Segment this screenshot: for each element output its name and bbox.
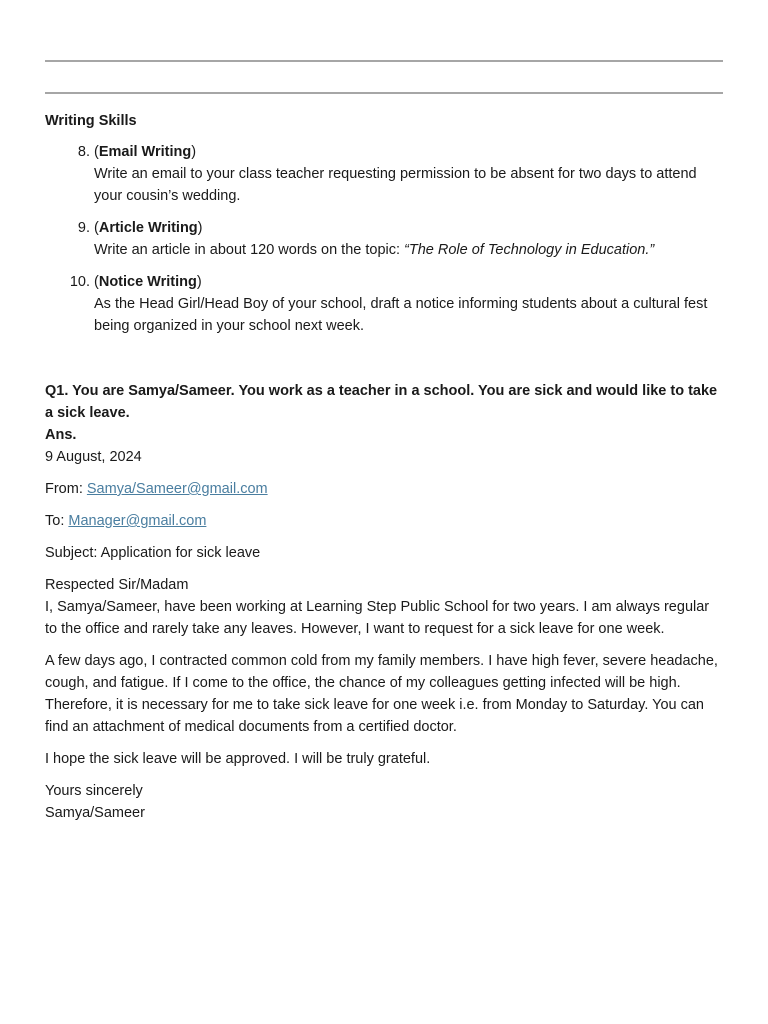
- question-type: Article Writing: [98, 220, 198, 236]
- from-label: From:: [45, 481, 87, 497]
- question-number: 8.: [77, 144, 90, 160]
- letter-body-paragraph-2: A few days ago, I contracted common cold from my family members. I have high fever, severe headache, cough, and fatigue. If I come to the office, the chance of my colleagues getting infected will be high. Therefore, it is necessary for me to take sick leave for one week i.e. from Monday to Saturday. You can find an attachment of medical documents from a certified doctor.: [45, 653, 718, 735]
- question-prompt: Write an article in about 120 words on the topic:: [94, 242, 405, 258]
- article-topic: “The Role of Technology in Education.”: [404, 242, 655, 258]
- answer-label: Ans.: [45, 427, 77, 443]
- subject-line: Subject: Application for sick leave: [45, 545, 261, 561]
- from-email-link[interactable]: Samya/Sameer@gmail.com: [86, 481, 268, 497]
- question-type: Notice Writing: [98, 274, 197, 290]
- letter-closing: Yours sincerely: [45, 783, 143, 799]
- question-prompt: Write an email to your class teacher requesting permission to be absent for two days to attend your cousin’s wedding.: [94, 166, 697, 204]
- letter-body-paragraph-3: I hope the sick leave will be approved. I will be truly grateful.: [45, 751, 431, 767]
- letter-signature: Samya/Sameer: [45, 805, 145, 821]
- horizontal-rule-top: [45, 60, 723, 62]
- from-line: [45, 478, 725, 500]
- question-item-8: 8. (Email Writing) Write an email to your class teacher requesting permission to be absent for two days to attend your cousin’s wedding.: [45, 141, 725, 207]
- question-item-9: 9. (Article Writing) Write an article in about 120 words on the topic: “The Role of Technology in Education.”: [45, 217, 725, 261]
- horizontal-rule-second: [45, 92, 723, 94]
- to-label: To:: [45, 513, 69, 529]
- question-type: Email Writing: [98, 144, 192, 160]
- question-number: 9.: [77, 220, 90, 236]
- letter-date: 9 August, 2024: [45, 449, 142, 465]
- salutation: Respected Sir/Madam: [45, 577, 189, 593]
- q1-question: Q1. You are Samya/Sameer. You work as a teacher in a school. You are sick and would like to take a sick leave.: [45, 383, 718, 421]
- question-prompt: As the Head Girl/Head Boy of your school, draft a notice informing students about a cultural fest being organized in your school next week.: [94, 296, 708, 334]
- question-item-10: 10. (Notice Writing) As the Head Girl/Head Boy of your school, draft a notice informing students about a cultural fest being organized in your school next week.: [45, 271, 725, 337]
- to-email-link[interactable]: Manager@gmail.com: [68, 513, 207, 529]
- section-heading: Writing Skills: [45, 113, 137, 129]
- to-line: [45, 510, 725, 532]
- question-number: 10.: [69, 274, 90, 290]
- document-content: [45, 110, 725, 824]
- letter-body-paragraph-1: I, Samya/Sameer, have been working at Learning Step Public School for two years. I am always regular to the office and rarely take any leaves. However, I want to request for a sick leave for one week.: [45, 599, 710, 637]
